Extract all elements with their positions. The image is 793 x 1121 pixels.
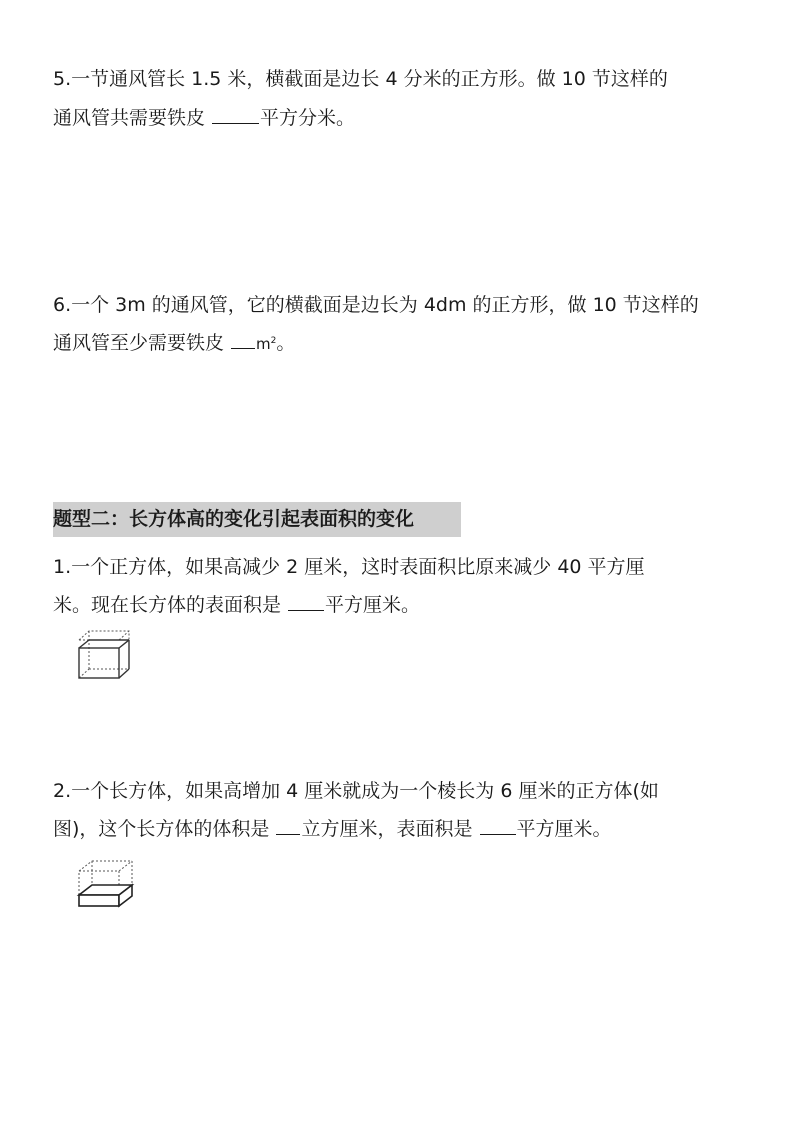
q6-answer-blank[interactable]: [231, 333, 255, 349]
q6-unit-superscript: 2: [270, 336, 277, 346]
p1-answer-blank[interactable]: [288, 595, 324, 611]
p2-volume-blank[interactable]: [276, 819, 300, 835]
p1-line2: [53, 590, 420, 617]
q6-line2-text: 通风管至少需要铁皮: [53, 332, 231, 354]
cube-height-reduced-figure: [74, 628, 134, 684]
p2-area-blank[interactable]: [480, 819, 516, 835]
q5-line2: [53, 103, 355, 130]
p2-line2-text: 图)，这个长方体的体积是: [53, 818, 276, 840]
q6-unit: m: [256, 335, 271, 353]
p2-line1: 2.一个长方体，如果高增加 4 厘米就成为一个棱长为 6 厘米的正方体(如: [53, 780, 659, 802]
q5-answer-blank[interactable]: [212, 108, 259, 124]
p2-line2: [53, 814, 612, 841]
p1-line2-text: 米。现在长方体的表面积是: [53, 594, 288, 616]
cuboid-height-increased-figure: [74, 858, 136, 910]
q6-line2-suffix: 。: [276, 332, 296, 354]
p1-line2-suffix: 平方厘米。: [325, 594, 421, 616]
p1-line1: 1.一个正方体，如果高减少 2 厘米，这时表面积比原来减少 40 平方厘: [53, 556, 645, 578]
q6-line1: 6.一个 3m 的通风管，它的横截面是边长为 4dm 的正方形，做 10 节这样的: [53, 294, 699, 316]
section-heading: 题型二：长方体高的变化引起表面积的变化: [53, 502, 461, 537]
p2-line2-mid: 立方厘米，表面积是: [301, 818, 479, 840]
p2-line2-suffix: 平方厘米。: [516, 818, 612, 840]
q5-line2-text: 通风管共需要铁皮: [53, 107, 212, 129]
q5-line2-suffix: 平方分米。: [260, 107, 356, 129]
q5-line1: 5.一节通风管长 1.5 米，横截面是边长 4 分米的正方形。做 10 节这样的: [53, 68, 668, 90]
q6-line2: [53, 328, 295, 355]
